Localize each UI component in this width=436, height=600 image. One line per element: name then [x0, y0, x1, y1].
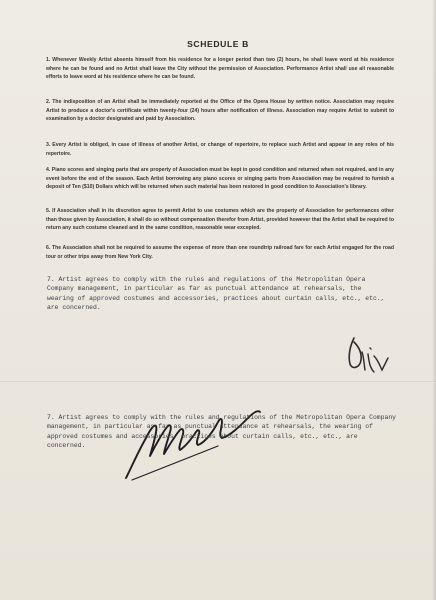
typed-clause-7: 7. Artist agrees to comply with the rules and regulations of the Metropolitan Opera Company management, in particular as far as punctual attendance at rehearsals, the wearing of approved costumes and accessories, practices about curtain calls, etc., etc., are concerned.: [47, 276, 385, 311]
typed-clause-7-overlay: 7. Artist agrees to comply with the rules and regulations of the Metropolitan Opera Company management, in particular as far as punctual attendance at rehearsals, the wearing of approved costumes and accessories, practices about curtain calls, etc., etc., are concerned.: [47, 414, 396, 449]
schedule-title: SCHEDULE B: [187, 39, 249, 49]
clause-5: 5. If Association shall in its discretion agree to permit Artist to use costumes which are the property of Association for performances other than those given by Association, it shall do so without compensation therefor from Artist, provided however that the Artist shall be required to return any such costume cleaned and in the same condition, reasonable wear excepted.: [46, 208, 394, 232]
page-edge-shadow: [432, 0, 436, 600]
clause-2: 2. The indisposition of an Artist shall be immediately reported at the Office of the Opera House by written notice. Association may require Artist to produce a doctor's certificate within twenty-four (24) hours after notification of illness. Association may require Artist to submit to examination by a doctor designated and paid by Association.: [46, 99, 394, 123]
handwritten-initials: [340, 330, 394, 376]
clause-1: 1. Whenever Weekly Artist absents himself from his residence for a longer period than two (2) hours, he shall leave word at his residence where he can be found and no Artist shall leave the City without the permission of Association. Performance Artist shall use all reasonable efforts to leave word at his residence where he can be found.: [46, 57, 394, 81]
clause-6: 6. The Association shall not be required to assume the expense of more than one roundtrip railroad fare for each Artist engaged for the road tour or other trips away from New York City.: [46, 245, 394, 260]
clause-3: 3. Every Artist is obliged, in case of illness of another Artist, or change of repertoire, to replace such Artist and appear in any roles of his repertoire.: [46, 142, 394, 157]
clause-4: 4. Piano scores and singing parts that are property of Association must be kept in good condition and returned when not required, and in any event before the end of the season. Each Artist borrowing any piano scores or singing parts from Association may be required to furnish a deposit of Ten ($10) Dollars which will be returned when such material has been restored in good condition to Association's library.: [46, 167, 394, 191]
paper-fold-line: [0, 381, 436, 383]
